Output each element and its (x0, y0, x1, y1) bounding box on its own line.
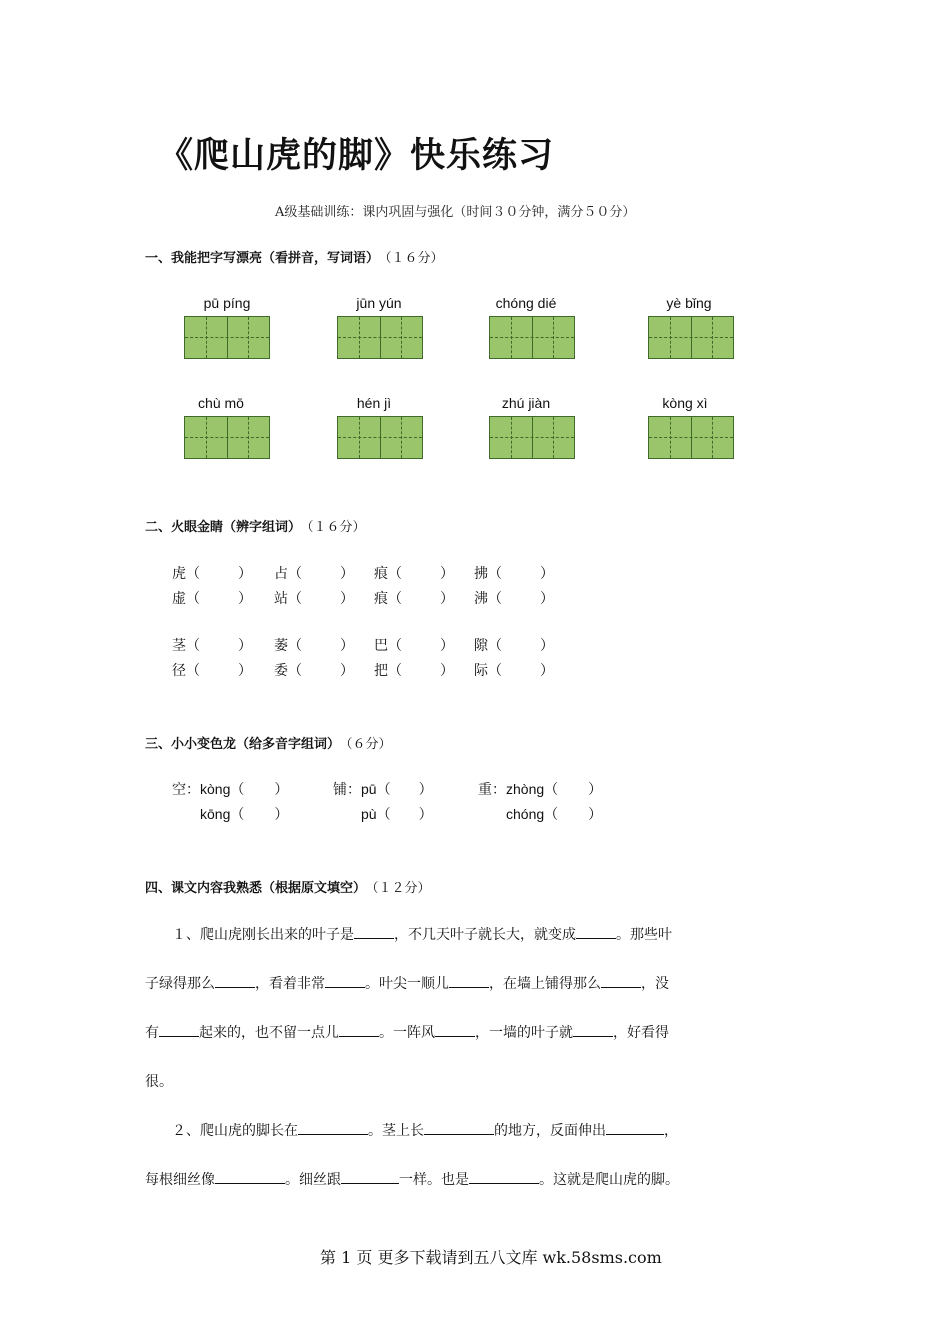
pinyin-label: jūn yún (356, 295, 402, 311)
polyphone-item: kōng（ ） (200, 806, 289, 823)
word-item: 痕（ ） (374, 591, 454, 607)
writing-grid[interactable] (337, 416, 423, 459)
word-item: 际（ ） (474, 663, 554, 679)
section-1-points: （１６分） (385, 251, 444, 266)
word-item: 隙（ ） (474, 638, 554, 654)
word-item: 痕（ ） (374, 566, 454, 582)
subtitle: A级基础训练：课内巩固与强化（时间３０分钟，满分５０分） (275, 205, 636, 220)
fill-blank[interactable] (215, 975, 255, 988)
fill-line: ２、爬山虎的脚长在 。茎上长 的地方，反面伸出 ， (172, 1123, 678, 1139)
section-3-points: （６分） (346, 737, 392, 752)
pinyin-label: chóng dié (495, 295, 557, 311)
fill-blank[interactable] (449, 975, 489, 988)
fill-blank[interactable] (469, 1171, 539, 1184)
fill-blank[interactable] (341, 1171, 399, 1184)
word-item: 径（ ） (172, 663, 252, 679)
writing-grid[interactable] (648, 316, 734, 359)
word-item: 占（ ） (274, 566, 354, 582)
pinyin-label: hén jì (356, 395, 392, 411)
word-item: 萎（ ） (274, 638, 354, 654)
section-1-heading (145, 247, 444, 266)
section-4-heading (145, 877, 431, 896)
section-1-label: 一、我能把字写漂亮（看拼音，写词语） (145, 251, 380, 266)
fill-blank[interactable] (435, 1024, 475, 1037)
word-item: 站（ ） (274, 591, 354, 607)
fill-line: 子绿得那么 ，看着非常 。叶尖一顺儿 ，在墙上铺得那么 ，没 (145, 976, 669, 992)
fill-blank[interactable] (601, 975, 641, 988)
word-item: 拂（ ） (474, 566, 554, 582)
section-3-heading (145, 733, 392, 752)
writing-grid[interactable] (184, 316, 270, 359)
polyphone-item: 重：zhòng（ ） (478, 781, 603, 798)
pinyin-label: yè bǐng (666, 295, 712, 311)
section-2-label: 二、火眼金睛（辨字组词） (145, 520, 302, 535)
fill-blank[interactable] (159, 1024, 199, 1037)
fill-blank[interactable] (606, 1122, 664, 1135)
section-4-label: 四、课文内容我熟悉（根据原文填空） (145, 881, 367, 896)
writing-grid[interactable] (489, 416, 575, 459)
pinyin-label: kòng xì (662, 395, 708, 411)
polyphone-item: 铺：pū（ ） (333, 781, 433, 798)
writing-grid[interactable] (337, 316, 423, 359)
fill-blank[interactable] (215, 1171, 285, 1184)
fill-line: 每根细丝像 。细丝跟 一样。也是 。这就是爬山虎的脚。 (145, 1172, 679, 1188)
pinyin-label: zhú jiàn (501, 395, 551, 411)
page-title: 《爬山虎的脚》快乐练习 (158, 136, 555, 176)
fill-blank[interactable] (354, 926, 394, 939)
fill-blank[interactable] (424, 1122, 494, 1135)
fill-blank[interactable] (298, 1122, 368, 1135)
word-item: 沸（ ） (474, 591, 554, 607)
fill-line: 很。 (145, 1074, 173, 1090)
writing-grid[interactable] (489, 316, 575, 359)
section-2-points: （１６分） (307, 520, 366, 535)
word-item: 巴（ ） (374, 638, 454, 654)
word-item: 虚（ ） (172, 591, 252, 607)
polyphone-item: pù（ ） (361, 806, 433, 823)
pinyin-label: pū píng (203, 295, 251, 311)
word-item: 虎（ ） (172, 566, 252, 582)
word-item: 茎（ ） (172, 638, 252, 654)
fill-blank[interactable] (325, 975, 365, 988)
pinyin-label: chù mō (198, 395, 244, 411)
section-4-points: （１２分） (372, 881, 431, 896)
writing-grid[interactable] (184, 416, 270, 459)
polyphone-item: chóng（ ） (506, 806, 603, 823)
fill-blank[interactable] (576, 926, 616, 939)
word-item: 委（ ） (274, 663, 354, 679)
writing-grid[interactable] (648, 416, 734, 459)
word-item: 把（ ） (374, 663, 454, 679)
polyphone-item: 空：kòng（ ） (172, 781, 289, 798)
section-2-heading (145, 516, 366, 535)
fill-blank[interactable] (573, 1024, 613, 1037)
page-footer: 第 1 页 更多下载请到五八文库 wk.58sms.com (320, 1248, 662, 1267)
fill-line: １、爬山虎刚长出来的叶子是 ，不几天叶子就长大，就变成 。那些叶 (172, 927, 672, 943)
fill-blank[interactable] (339, 1024, 379, 1037)
fill-line: 有 起来的，也不留一点儿 。一阵风 ，一墙的叶子就 ，好看得 (145, 1025, 669, 1041)
section-3-label: 三、小小变色龙（给多音字组词） (145, 737, 341, 752)
